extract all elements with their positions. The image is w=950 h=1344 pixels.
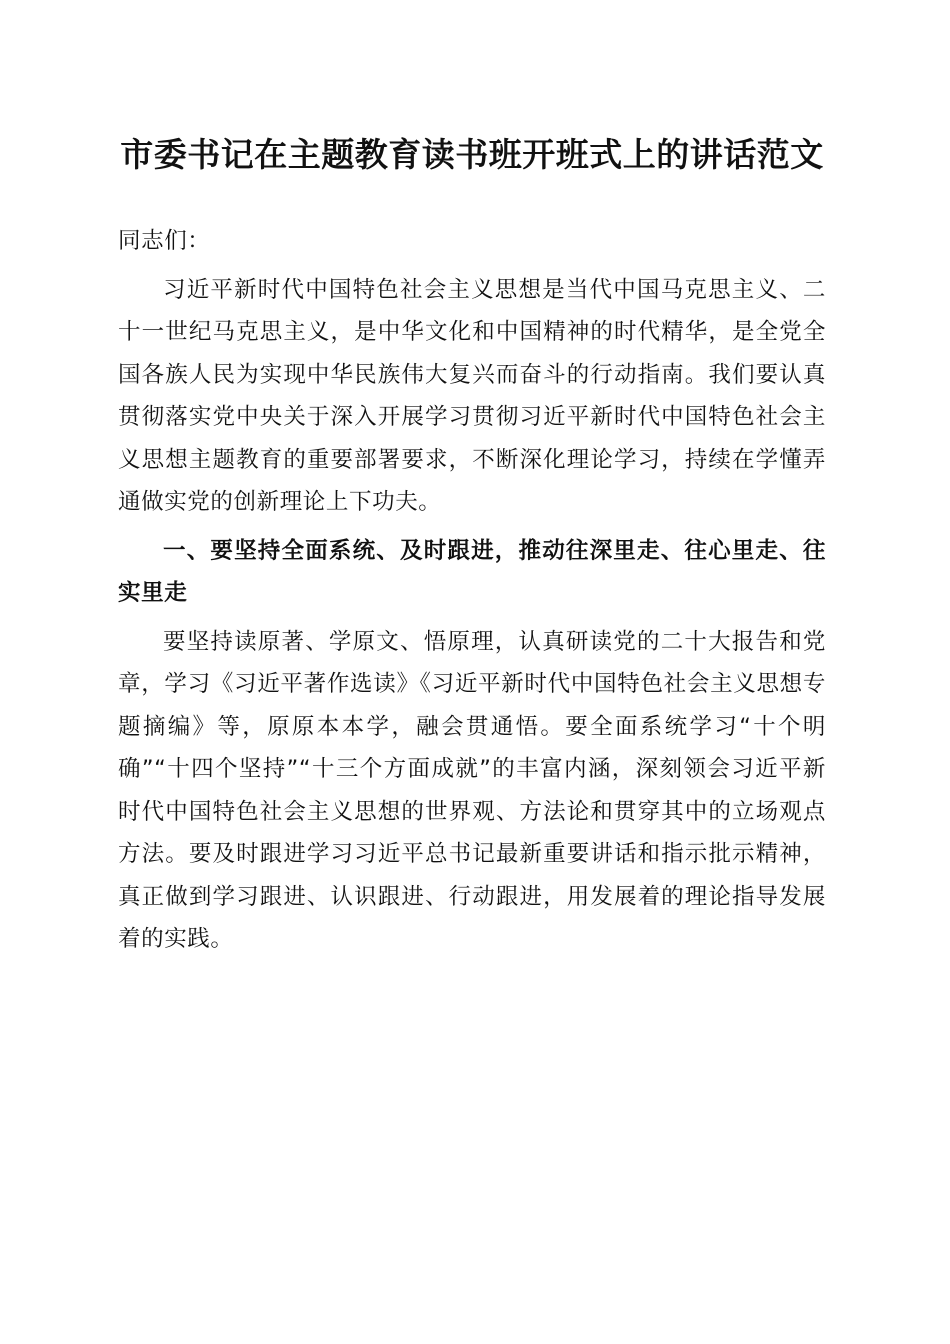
salutation: 同志们： [118, 228, 211, 254]
document-title: 市委书记在主题教育读书班开班式上的讲话范文 [120, 135, 824, 174]
section-heading-1: 一、要坚持全面系统、及时跟进，推动往深里走、往心里走、往实里走 [118, 537, 826, 606]
intro-paragraph: 习近平新时代中国特色社会主义思想是当代中国马克思主义、二十一世纪马克思主义，是中华文化和中国精神的时代精华，是全党全国各族人民为实现中华民族伟大复兴而奋斗的行动指南。我们要认真贯彻落实党中央关于深入开展学习贯彻习近平新时代中国特色社会主义思想主题教育的重要部署要求，不断深化理论学习，持续在学懂弄通做实党的创新理论上下功夫。 [118, 276, 826, 515]
document-page [118, 132, 826, 961]
section-body-1: 要坚持读原著、学原文、悟原理，认真研读党的二十大报告和党章，学习《习近平著作选读》《习近平新时代中国特色社会主义思想专题摘编》等，原原本本学，融会贯通悟。要全面系统学习“十个明确”“十四个坚持”“十三个方面成就”的丰富内涵，深刻领会习近平新时代中国特色社会主义思想的世界观、方法论和贯穿其中的立场观点方法。要及时跟进学习习近平总书记最新重要讲话和指示批示精神，真正做到学习跟进、认识跟进、行动跟进，用发展着的理论指导发展着的实践。 [118, 628, 826, 952]
